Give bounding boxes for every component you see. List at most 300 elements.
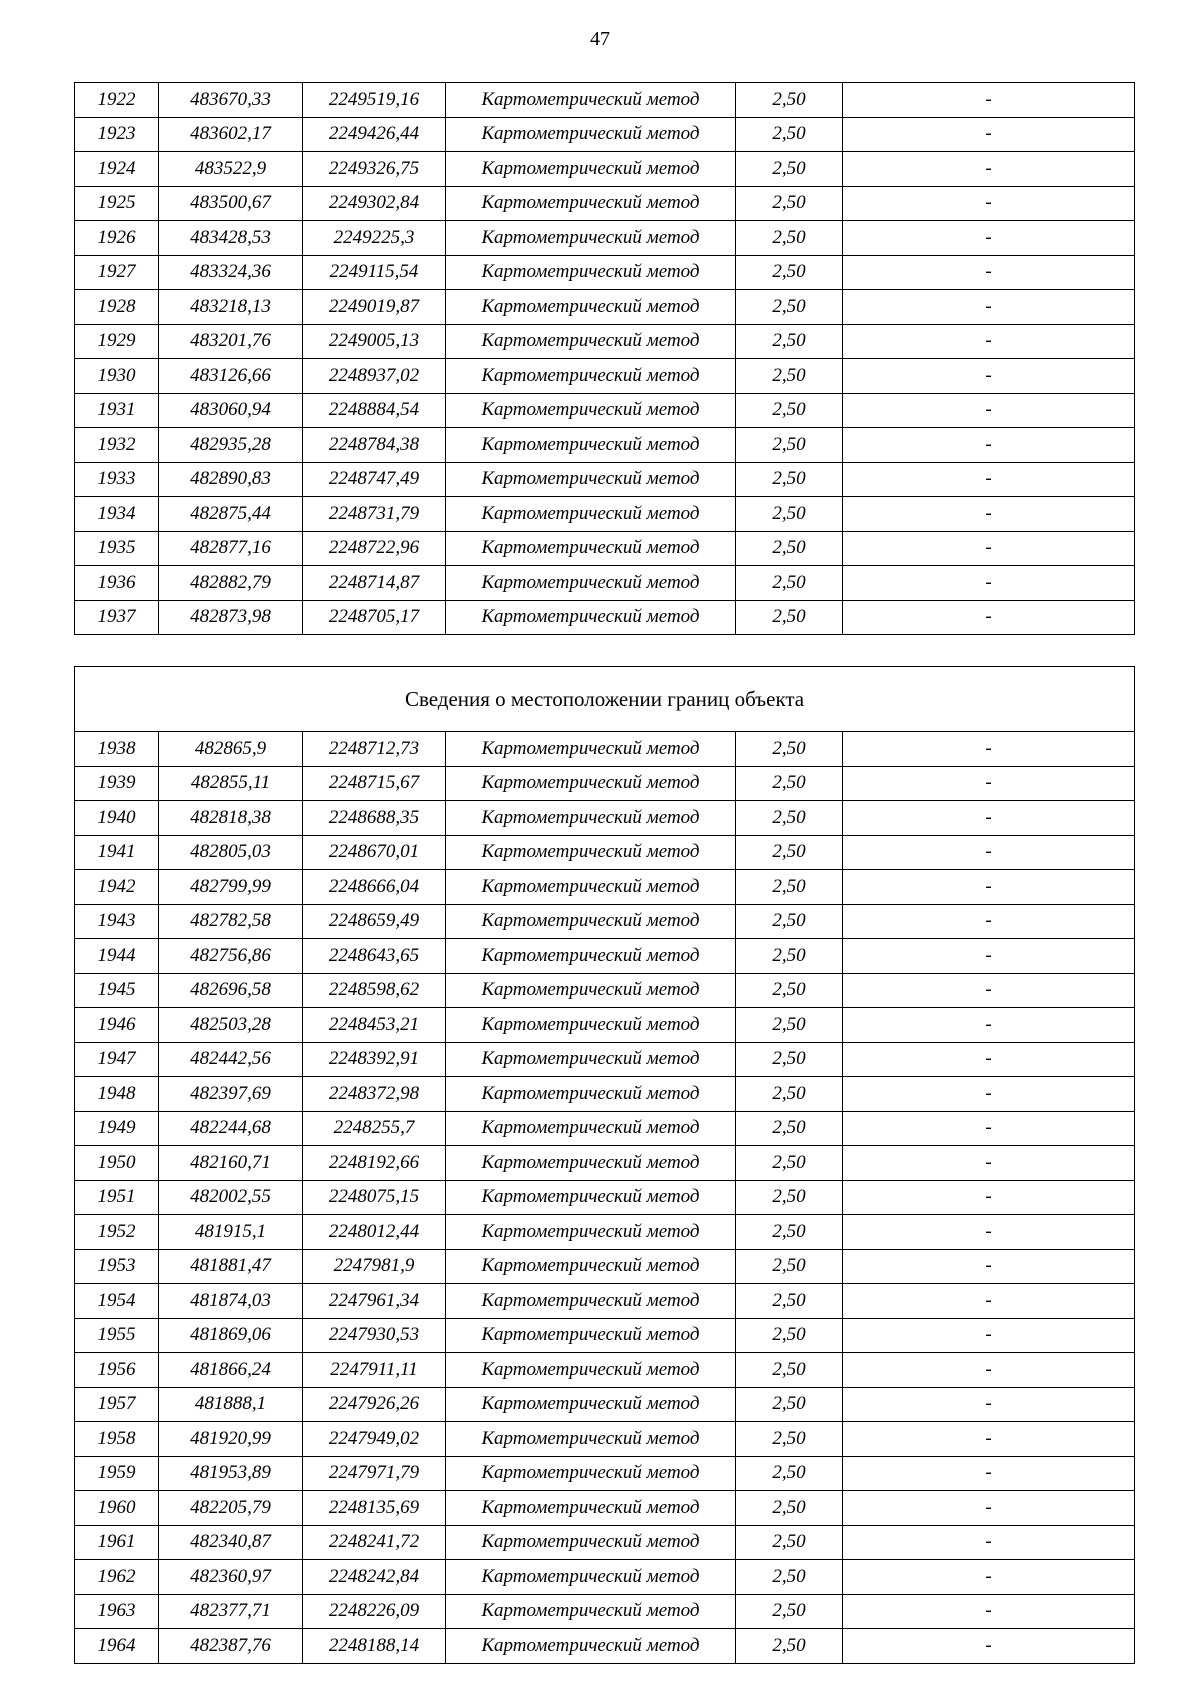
point-number-cell: 1959 bbox=[75, 1456, 159, 1491]
method-cell: Картометрический метод bbox=[446, 255, 736, 290]
point-number-cell: 1933 bbox=[75, 462, 159, 497]
table-row bbox=[75, 393, 1135, 428]
description-cell: - bbox=[843, 1042, 1135, 1077]
method-cell: Картометрический метод bbox=[446, 1387, 736, 1422]
table-row bbox=[75, 801, 1135, 836]
description-cell: - bbox=[843, 1146, 1135, 1181]
x-coordinate-cell: 482002,55 bbox=[159, 1180, 303, 1215]
point-number-cell: 1930 bbox=[75, 359, 159, 394]
accuracy-cell: 2,50 bbox=[736, 1215, 843, 1250]
point-number-cell: 1947 bbox=[75, 1042, 159, 1077]
table-row bbox=[75, 497, 1135, 532]
table-row bbox=[75, 1353, 1135, 1388]
y-coordinate-cell: 2248392,91 bbox=[303, 1042, 446, 1077]
y-coordinate-cell: 2248453,21 bbox=[303, 1008, 446, 1043]
description-cell: - bbox=[843, 359, 1135, 394]
y-coordinate-cell: 2248192,66 bbox=[303, 1146, 446, 1181]
x-coordinate-cell: 482875,44 bbox=[159, 497, 303, 532]
point-number-cell: 1940 bbox=[75, 801, 159, 836]
x-coordinate-cell: 481869,06 bbox=[159, 1318, 303, 1353]
method-cell: Картометрический метод bbox=[446, 1042, 736, 1077]
accuracy-cell: 2,50 bbox=[736, 393, 843, 428]
table-row bbox=[75, 152, 1135, 187]
description-cell: - bbox=[843, 1249, 1135, 1284]
table-row bbox=[75, 1387, 1135, 1422]
table-row bbox=[75, 1077, 1135, 1112]
x-coordinate-cell: 482442,56 bbox=[159, 1042, 303, 1077]
point-number-cell: 1961 bbox=[75, 1525, 159, 1560]
x-coordinate-cell: 482805,03 bbox=[159, 835, 303, 870]
point-number-cell: 1924 bbox=[75, 152, 159, 187]
point-number-cell: 1937 bbox=[75, 600, 159, 635]
description-cell: - bbox=[843, 1284, 1135, 1319]
y-coordinate-cell: 2248784,38 bbox=[303, 428, 446, 463]
x-coordinate-cell: 481953,89 bbox=[159, 1456, 303, 1491]
point-number-cell: 1957 bbox=[75, 1387, 159, 1422]
method-cell: Картометрический метод bbox=[446, 870, 736, 905]
method-cell: Картометрический метод bbox=[446, 1422, 736, 1457]
accuracy-cell: 2,50 bbox=[736, 1180, 843, 1215]
method-cell: Картометрический метод bbox=[446, 732, 736, 767]
accuracy-cell: 2,50 bbox=[736, 766, 843, 801]
x-coordinate-cell: 483522,9 bbox=[159, 152, 303, 187]
x-coordinate-cell: 482377,71 bbox=[159, 1594, 303, 1629]
x-coordinate-cell: 481920,99 bbox=[159, 1422, 303, 1457]
description-cell: - bbox=[843, 531, 1135, 566]
point-number-cell: 1935 bbox=[75, 531, 159, 566]
accuracy-cell: 2,50 bbox=[736, 566, 843, 601]
point-number-cell: 1925 bbox=[75, 186, 159, 221]
point-number-cell: 1958 bbox=[75, 1422, 159, 1457]
description-cell: - bbox=[843, 1077, 1135, 1112]
y-coordinate-cell: 2248715,67 bbox=[303, 766, 446, 801]
x-coordinate-cell: 482877,16 bbox=[159, 531, 303, 566]
accuracy-cell: 2,50 bbox=[736, 1008, 843, 1043]
table-row bbox=[75, 255, 1135, 290]
description-cell: - bbox=[843, 600, 1135, 635]
point-number-cell: 1962 bbox=[75, 1560, 159, 1595]
point-number-cell: 1938 bbox=[75, 732, 159, 767]
table-row bbox=[75, 1284, 1135, 1319]
point-number-cell: 1960 bbox=[75, 1491, 159, 1526]
accuracy-cell: 2,50 bbox=[736, 1456, 843, 1491]
x-coordinate-cell: 481881,47 bbox=[159, 1249, 303, 1284]
description-cell: - bbox=[843, 1629, 1135, 1664]
description-cell: - bbox=[843, 766, 1135, 801]
y-coordinate-cell: 2248705,17 bbox=[303, 600, 446, 635]
x-coordinate-cell: 482503,28 bbox=[159, 1008, 303, 1043]
description-cell: - bbox=[843, 973, 1135, 1008]
point-number-cell: 1934 bbox=[75, 497, 159, 532]
point-number-cell: 1954 bbox=[75, 1284, 159, 1319]
y-coordinate-cell: 2248731,79 bbox=[303, 497, 446, 532]
accuracy-cell: 2,50 bbox=[736, 600, 843, 635]
description-cell: - bbox=[843, 939, 1135, 974]
accuracy-cell: 2,50 bbox=[736, 1560, 843, 1595]
y-coordinate-cell: 2248722,96 bbox=[303, 531, 446, 566]
description-cell: - bbox=[843, 290, 1135, 325]
x-coordinate-cell: 483324,36 bbox=[159, 255, 303, 290]
method-cell: Картометрический метод bbox=[446, 83, 736, 118]
point-number-cell: 1955 bbox=[75, 1318, 159, 1353]
accuracy-cell: 2,50 bbox=[736, 359, 843, 394]
accuracy-cell: 2,50 bbox=[736, 1422, 843, 1457]
table-row bbox=[75, 1042, 1135, 1077]
section-caption-row bbox=[75, 667, 1135, 732]
method-cell: Картометрический метод bbox=[446, 1077, 736, 1112]
y-coordinate-cell: 2248884,54 bbox=[303, 393, 446, 428]
accuracy-cell: 2,50 bbox=[736, 1249, 843, 1284]
accuracy-cell: 2,50 bbox=[736, 324, 843, 359]
accuracy-cell: 2,50 bbox=[736, 1318, 843, 1353]
x-coordinate-cell: 482205,79 bbox=[159, 1491, 303, 1526]
y-coordinate-cell: 2248255,7 bbox=[303, 1111, 446, 1146]
point-number-cell: 1948 bbox=[75, 1077, 159, 1112]
point-number-cell: 1936 bbox=[75, 566, 159, 601]
point-number-cell: 1928 bbox=[75, 290, 159, 325]
description-cell: - bbox=[843, 1422, 1135, 1457]
x-coordinate-cell: 482782,58 bbox=[159, 904, 303, 939]
y-coordinate-cell: 2247981,9 bbox=[303, 1249, 446, 1284]
description-cell: - bbox=[843, 1318, 1135, 1353]
table-row bbox=[75, 1146, 1135, 1181]
description-cell: - bbox=[843, 393, 1135, 428]
method-cell: Картометрический метод bbox=[446, 1560, 736, 1595]
point-number-cell: 1931 bbox=[75, 393, 159, 428]
table-row bbox=[75, 324, 1135, 359]
x-coordinate-cell: 483201,76 bbox=[159, 324, 303, 359]
x-coordinate-cell: 481915,1 bbox=[159, 1215, 303, 1250]
x-coordinate-cell: 482873,98 bbox=[159, 600, 303, 635]
description-cell: - bbox=[843, 801, 1135, 836]
point-number-cell: 1946 bbox=[75, 1008, 159, 1043]
table-row bbox=[75, 1594, 1135, 1629]
method-cell: Картометрический метод bbox=[446, 1008, 736, 1043]
description-cell: - bbox=[843, 221, 1135, 256]
description-cell: - bbox=[843, 1491, 1135, 1526]
x-coordinate-cell: 482799,99 bbox=[159, 870, 303, 905]
accuracy-cell: 2,50 bbox=[736, 186, 843, 221]
table-row bbox=[75, 1525, 1135, 1560]
x-coordinate-cell: 481874,03 bbox=[159, 1284, 303, 1319]
x-coordinate-cell: 482865,9 bbox=[159, 732, 303, 767]
method-cell: Картометрический метод bbox=[446, 566, 736, 601]
method-cell: Картометрический метод bbox=[446, 1525, 736, 1560]
accuracy-cell: 2,50 bbox=[736, 973, 843, 1008]
x-coordinate-cell: 482818,38 bbox=[159, 801, 303, 836]
x-coordinate-cell: 482397,69 bbox=[159, 1077, 303, 1112]
table-row bbox=[75, 766, 1135, 801]
description-cell: - bbox=[843, 1387, 1135, 1422]
x-coordinate-cell: 482756,86 bbox=[159, 939, 303, 974]
table-row bbox=[75, 1629, 1135, 1664]
y-coordinate-cell: 2248075,15 bbox=[303, 1180, 446, 1215]
y-coordinate-cell: 2248666,04 bbox=[303, 870, 446, 905]
point-number-cell: 1952 bbox=[75, 1215, 159, 1250]
y-coordinate-cell: 2248747,49 bbox=[303, 462, 446, 497]
boundary-location-table bbox=[74, 666, 1135, 1664]
description-cell: - bbox=[843, 83, 1135, 118]
x-coordinate-cell: 481888,1 bbox=[159, 1387, 303, 1422]
y-coordinate-cell: 2249225,3 bbox=[303, 221, 446, 256]
description-cell: - bbox=[843, 1008, 1135, 1043]
accuracy-cell: 2,50 bbox=[736, 835, 843, 870]
description-cell: - bbox=[843, 732, 1135, 767]
point-number-cell: 1945 bbox=[75, 973, 159, 1008]
y-coordinate-cell: 2247949,02 bbox=[303, 1422, 446, 1457]
x-coordinate-cell: 482160,71 bbox=[159, 1146, 303, 1181]
table-row bbox=[75, 904, 1135, 939]
description-cell: - bbox=[843, 1456, 1135, 1491]
method-cell: Картометрический метод bbox=[446, 835, 736, 870]
x-coordinate-cell: 482244,68 bbox=[159, 1111, 303, 1146]
description-cell: - bbox=[843, 1215, 1135, 1250]
point-number-cell: 1941 bbox=[75, 835, 159, 870]
accuracy-cell: 2,50 bbox=[736, 428, 843, 463]
y-coordinate-cell: 2248670,01 bbox=[303, 835, 446, 870]
y-coordinate-cell: 2248712,73 bbox=[303, 732, 446, 767]
y-coordinate-cell: 2248714,87 bbox=[303, 566, 446, 601]
y-coordinate-cell: 2249326,75 bbox=[303, 152, 446, 187]
point-number-cell: 1949 bbox=[75, 1111, 159, 1146]
table-row bbox=[75, 1560, 1135, 1595]
point-number-cell: 1944 bbox=[75, 939, 159, 974]
table-row bbox=[75, 835, 1135, 870]
method-cell: Картометрический метод bbox=[446, 801, 736, 836]
method-cell: Картометрический метод bbox=[446, 221, 736, 256]
x-coordinate-cell: 482855,11 bbox=[159, 766, 303, 801]
y-coordinate-cell: 2248226,09 bbox=[303, 1594, 446, 1629]
y-coordinate-cell: 2249302,84 bbox=[303, 186, 446, 221]
accuracy-cell: 2,50 bbox=[736, 1111, 843, 1146]
x-coordinate-cell: 483670,33 bbox=[159, 83, 303, 118]
point-number-cell: 1964 bbox=[75, 1629, 159, 1664]
y-coordinate-cell: 2248643,65 bbox=[303, 939, 446, 974]
y-coordinate-cell: 2249005,13 bbox=[303, 324, 446, 359]
y-coordinate-cell: 2249519,16 bbox=[303, 83, 446, 118]
table-row bbox=[75, 1456, 1135, 1491]
accuracy-cell: 2,50 bbox=[736, 462, 843, 497]
point-number-cell: 1932 bbox=[75, 428, 159, 463]
x-coordinate-cell: 483602,17 bbox=[159, 117, 303, 152]
accuracy-cell: 2,50 bbox=[736, 870, 843, 905]
y-coordinate-cell: 2249426,44 bbox=[303, 117, 446, 152]
method-cell: Картометрический метод bbox=[446, 497, 736, 532]
method-cell: Картометрический метод bbox=[446, 1111, 736, 1146]
table-row bbox=[75, 1422, 1135, 1457]
description-cell: - bbox=[843, 1111, 1135, 1146]
y-coordinate-cell: 2248937,02 bbox=[303, 359, 446, 394]
point-number-cell: 1927 bbox=[75, 255, 159, 290]
accuracy-cell: 2,50 bbox=[736, 221, 843, 256]
description-cell: - bbox=[843, 152, 1135, 187]
y-coordinate-cell: 2248242,84 bbox=[303, 1560, 446, 1595]
method-cell: Картометрический метод bbox=[446, 290, 736, 325]
accuracy-cell: 2,50 bbox=[736, 1629, 843, 1664]
method-cell: Картометрический метод bbox=[446, 1284, 736, 1319]
description-cell: - bbox=[843, 1594, 1135, 1629]
y-coordinate-cell: 2248598,62 bbox=[303, 973, 446, 1008]
x-coordinate-cell: 483218,13 bbox=[159, 290, 303, 325]
coordinates-table-continued bbox=[74, 82, 1135, 635]
point-number-cell: 1953 bbox=[75, 1249, 159, 1284]
method-cell: Картометрический метод bbox=[446, 1594, 736, 1629]
accuracy-cell: 2,50 bbox=[736, 1284, 843, 1319]
page-number: 47 bbox=[590, 28, 610, 50]
accuracy-cell: 2,50 bbox=[736, 1594, 843, 1629]
table-row bbox=[75, 1249, 1135, 1284]
table-row bbox=[75, 1318, 1135, 1353]
method-cell: Картометрический метод bbox=[446, 462, 736, 497]
table-row bbox=[75, 428, 1135, 463]
y-coordinate-cell: 2249019,87 bbox=[303, 290, 446, 325]
description-cell: - bbox=[843, 255, 1135, 290]
point-number-cell: 1943 bbox=[75, 904, 159, 939]
description-cell: - bbox=[843, 835, 1135, 870]
accuracy-cell: 2,50 bbox=[736, 1525, 843, 1560]
description-cell: - bbox=[843, 497, 1135, 532]
accuracy-cell: 2,50 bbox=[736, 1353, 843, 1388]
table-row bbox=[75, 531, 1135, 566]
x-coordinate-cell: 483060,94 bbox=[159, 393, 303, 428]
table-row bbox=[75, 1215, 1135, 1250]
x-coordinate-cell: 483428,53 bbox=[159, 221, 303, 256]
point-number-cell: 1951 bbox=[75, 1180, 159, 1215]
description-cell: - bbox=[843, 324, 1135, 359]
accuracy-cell: 2,50 bbox=[736, 1387, 843, 1422]
table-row bbox=[75, 973, 1135, 1008]
y-coordinate-cell: 2248188,14 bbox=[303, 1629, 446, 1664]
table-row bbox=[75, 870, 1135, 905]
table-row bbox=[75, 290, 1135, 325]
y-coordinate-cell: 2248241,72 bbox=[303, 1525, 446, 1560]
point-number-cell: 1922 bbox=[75, 83, 159, 118]
x-coordinate-cell: 482882,79 bbox=[159, 566, 303, 601]
method-cell: Картометрический метод bbox=[446, 1456, 736, 1491]
table-row bbox=[75, 186, 1135, 221]
description-cell: - bbox=[843, 462, 1135, 497]
y-coordinate-cell: 2247971,79 bbox=[303, 1456, 446, 1491]
description-cell: - bbox=[843, 566, 1135, 601]
point-number-cell: 1942 bbox=[75, 870, 159, 905]
description-cell: - bbox=[843, 117, 1135, 152]
table-row bbox=[75, 1008, 1135, 1043]
y-coordinate-cell: 2248372,98 bbox=[303, 1077, 446, 1112]
method-cell: Картометрический метод bbox=[446, 359, 736, 394]
method-cell: Картометрический метод bbox=[446, 186, 736, 221]
table-row bbox=[75, 117, 1135, 152]
method-cell: Картометрический метод bbox=[446, 1146, 736, 1181]
method-cell: Картометрический метод bbox=[446, 393, 736, 428]
y-coordinate-cell: 2248659,49 bbox=[303, 904, 446, 939]
accuracy-cell: 2,50 bbox=[736, 1042, 843, 1077]
table-row bbox=[75, 600, 1135, 635]
accuracy-cell: 2,50 bbox=[736, 531, 843, 566]
y-coordinate-cell: 2247961,34 bbox=[303, 1284, 446, 1319]
accuracy-cell: 2,50 bbox=[736, 83, 843, 118]
accuracy-cell: 2,50 bbox=[736, 152, 843, 187]
method-cell: Картометрический метод bbox=[446, 531, 736, 566]
x-coordinate-cell: 482696,58 bbox=[159, 973, 303, 1008]
accuracy-cell: 2,50 bbox=[736, 1146, 843, 1181]
method-cell: Картометрический метод bbox=[446, 1629, 736, 1664]
description-cell: - bbox=[843, 186, 1135, 221]
table-row bbox=[75, 1180, 1135, 1215]
accuracy-cell: 2,50 bbox=[736, 904, 843, 939]
x-coordinate-cell: 482935,28 bbox=[159, 428, 303, 463]
point-number-cell: 1950 bbox=[75, 1146, 159, 1181]
description-cell: - bbox=[843, 1353, 1135, 1388]
method-cell: Картометрический метод bbox=[446, 152, 736, 187]
accuracy-cell: 2,50 bbox=[736, 255, 843, 290]
y-coordinate-cell: 2249115,54 bbox=[303, 255, 446, 290]
description-cell: - bbox=[843, 1560, 1135, 1595]
y-coordinate-cell: 2247926,26 bbox=[303, 1387, 446, 1422]
point-number-cell: 1923 bbox=[75, 117, 159, 152]
method-cell: Картометрический метод bbox=[446, 428, 736, 463]
accuracy-cell: 2,50 bbox=[736, 290, 843, 325]
x-coordinate-cell: 482340,87 bbox=[159, 1525, 303, 1560]
accuracy-cell: 2,50 bbox=[736, 1077, 843, 1112]
accuracy-cell: 2,50 bbox=[736, 117, 843, 152]
method-cell: Картометрический метод bbox=[446, 117, 736, 152]
description-cell: - bbox=[843, 1525, 1135, 1560]
method-cell: Картометрический метод bbox=[446, 600, 736, 635]
method-cell: Картометрический метод bbox=[446, 973, 736, 1008]
accuracy-cell: 2,50 bbox=[736, 497, 843, 532]
method-cell: Картометрический метод bbox=[446, 766, 736, 801]
method-cell: Картометрический метод bbox=[446, 1180, 736, 1215]
table-row bbox=[75, 1491, 1135, 1526]
table-row bbox=[75, 1111, 1135, 1146]
y-coordinate-cell: 2247930,53 bbox=[303, 1318, 446, 1353]
table-row bbox=[75, 566, 1135, 601]
table-row bbox=[75, 359, 1135, 394]
method-cell: Картометрический метод bbox=[446, 1215, 736, 1250]
x-coordinate-cell: 482890,83 bbox=[159, 462, 303, 497]
x-coordinate-cell: 482387,76 bbox=[159, 1629, 303, 1664]
table-row bbox=[75, 732, 1135, 767]
description-cell: - bbox=[843, 1180, 1135, 1215]
description-cell: - bbox=[843, 904, 1135, 939]
method-cell: Картометрический метод bbox=[446, 1491, 736, 1526]
table-row bbox=[75, 221, 1135, 256]
method-cell: Картометрический метод bbox=[446, 324, 736, 359]
table-row bbox=[75, 83, 1135, 118]
x-coordinate-cell: 483500,67 bbox=[159, 186, 303, 221]
y-coordinate-cell: 2248688,35 bbox=[303, 801, 446, 836]
accuracy-cell: 2,50 bbox=[736, 801, 843, 836]
method-cell: Картометрический метод bbox=[446, 1318, 736, 1353]
y-coordinate-cell: 2248012,44 bbox=[303, 1215, 446, 1250]
point-number-cell: 1956 bbox=[75, 1353, 159, 1388]
method-cell: Картометрический метод bbox=[446, 1353, 736, 1388]
method-cell: Картометрический метод bbox=[446, 939, 736, 974]
point-number-cell: 1963 bbox=[75, 1594, 159, 1629]
x-coordinate-cell: 483126,66 bbox=[159, 359, 303, 394]
section-caption: Сведения о местоположении границ объекта bbox=[75, 667, 1135, 732]
accuracy-cell: 2,50 bbox=[736, 939, 843, 974]
description-cell: - bbox=[843, 428, 1135, 463]
method-cell: Картометрический метод bbox=[446, 904, 736, 939]
point-number-cell: 1929 bbox=[75, 324, 159, 359]
method-cell: Картометрический метод bbox=[446, 1249, 736, 1284]
accuracy-cell: 2,50 bbox=[736, 1491, 843, 1526]
x-coordinate-cell: 481866,24 bbox=[159, 1353, 303, 1388]
point-number-cell: 1926 bbox=[75, 221, 159, 256]
y-coordinate-cell: 2247911,11 bbox=[303, 1353, 446, 1388]
coordinates-table-body bbox=[75, 83, 1135, 635]
